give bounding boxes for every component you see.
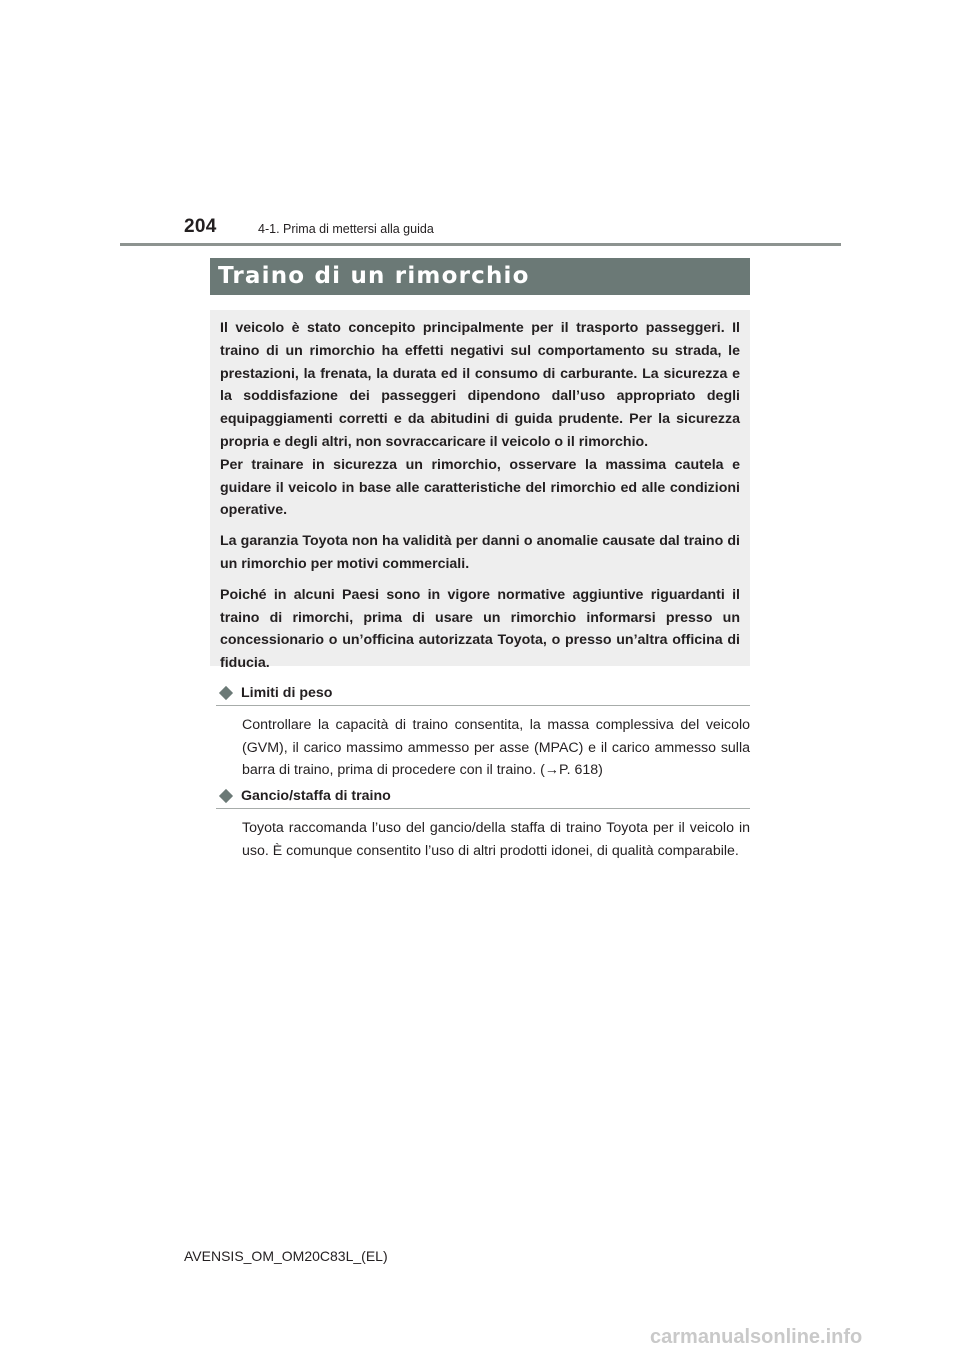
diamond-bullet-icon [219,686,233,700]
diamond-bullet-icon [219,789,233,803]
intro-box [210,310,750,672]
intro-paragraph-2: La garanzia Toyota non ha validità per danni o anomalie causate dal traino di un rimorchio per motivi commerciali. [220,533,740,572]
intro-paragraph-3: Poiché in alcuni Paesi sono in vigore normative aggiuntive riguardanti il traino di rimorchi, prima di usare un rimorchio informarsi presso un concessionario o un’officina autorizzata Toyota, o presso un’altra officina di fiducia. [220,586,740,672]
section-body: Controllare la capacità di traino consentita, la massa complessiva del veicolo (GVM), il carico massimo ammesso per asse (MPAC) e il carico ammesso sulla barra di traino, prima di procedere con il traino. (→P. 618) [242,717,750,779]
section-body: Toyota raccomanda l’uso del gancio/della staffa di traino Toyota per il veicolo in uso. È comunque consentito l’uso di altri prodotti idonei, di qualità comparabile. [242,820,750,859]
document-code: AVENSIS_OM_OM20C83L_(EL) [184,1248,388,1264]
page-title: Traino di un rimorchio [218,263,530,289]
section-heading [216,784,750,809]
section-title: Limiti di peso [241,685,333,701]
header-divider [120,243,841,246]
title-bar [210,258,750,295]
section-tow-hitch [216,784,750,862]
section-heading [216,681,750,706]
intro-paragraph-1: Il veicolo è stato concepito principalmente per il trasporto passeggeri. Il traino di un rimorchio ha effetti negativi sul comportamento su strada, le prestazioni, la frenata, la durata ed il consumo di carburante. La sicurezza e la soddisfazione dei passeggeri dipendono dall’uso appropriato degli equipaggiamenti corretti e da abitudini di guida prudente. Per la sicurezza propria e degli altri, non sovraccaricare il veicolo o il rimorchio. Per trainare in sicurezza un rimorchio, osservare la massima cautela e guidare il veicolo in base alle caratteristiche del rimorchio ed alle condizioni operative. [220,320,740,519]
section-title: Gancio/staffa di traino [241,788,391,804]
chapter-reference: 4-1. Prima di mettersi alla guida [258,222,434,236]
page-number: 204 [184,216,217,237]
watermark: carmanualsonline.info [650,1326,863,1348]
section-weight-limits [216,681,750,782]
